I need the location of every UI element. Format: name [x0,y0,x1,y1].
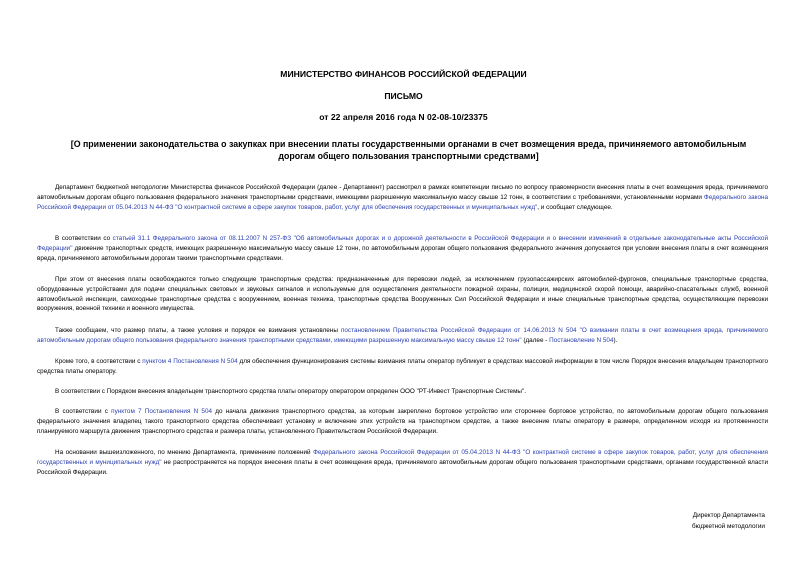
paragraph-text: ). [613,336,618,344]
paragraph-text: (далее - [521,336,550,344]
paragraph-text: не распространяется на порядок внесения платы в счет возмещения вреда, причиняемого автомобильным дорогам общего пользования транспортными средствами, органами государственной власти Российской Федерации. [37,458,768,476]
ministry-title: МИНИСТЕРСТВО ФИНАНСОВ РОССИЙСКОЙ ФЕДЕРАЦИИ [280,69,527,79]
document-subject: [О применении законодательства о закупках при внесении платы государственными органами в счет возмещения вреда, причиняемого автомобильным дорогам общего пользования транспортными средствами] [70,139,747,161]
paragraph-text: , и сообщает следующее. [537,203,613,211]
resolution-504-point-7-link[interactable]: пунктом 7 Постановления N 504 [111,408,213,415]
paragraph-text: В соответствии с Порядком внесения владельцем транспортного средства платы оператору оператором определен ООО "РТ-Инвест Транспортные Системы". [55,388,527,395]
law-44fz-link[interactable]: Федерального закона Российской Федерации от 05.04.2013 N 44-ФЗ "О контрактной системе в сфере закупок товаров, работ, услуг для обеспечения государственных и муниципальных нужд" [37,193,768,211]
body-paragraph-1 [37,183,768,212]
paragraph-text: Кроме того, в соответствии с [55,358,143,365]
paragraph-text: Департамент бюджетной методологии Министерства финансов Российской Федерации (далее - Департамент) рассмотрел в рамках компетенции письмо по вопросу правомерности внесения платы в счет возмещения вреда, причиняемого автомобильным дорогам общего пользования федерального значения транспортными средствами, имеющими разрешенную максимальную массу свыше 12 тонн, в соответствии с требованиями, установленными нормами [37,184,768,201]
law-257fz-article-link[interactable]: статьей 31.1 Федерального закона от 08.11.2007 N 257-ФЗ "Об автомобильных дорогах и о дорожной деятельности в Российской Федерации и о внесении изменений в отдельные законодательные акты Российской Федерации" [37,235,768,252]
resolution-504-short-link[interactable]: Постановление N 504 [549,336,614,344]
body-paragraph-2 [37,234,768,263]
paragraph-text: Также сообщаем, что размер платы, а также условия и порядок ее взимания установлены [55,327,341,334]
paragraph-text: В соответствии со [55,235,113,242]
document-type: ПИСЬМО [384,91,423,101]
body-paragraph-4 [37,326,768,346]
resolution-504-link[interactable]: постановлением Правительства Российской Федерации от 14.06.2013 N 504 "О взимании платы в счет возмещения вреда, причиняемого автомобильным дорогам общего пользования федерального значения транспортными средствами, имеющими разрешенную максимальную массу свыше 12 тонн" [37,327,768,344]
body-paragraph-7 [37,407,768,436]
document-date-number: от 22 апреля 2016 года N 02-08-10/23375 [319,112,488,122]
paragraph-text: до начала движения транспортного средства, за которым закреплено бортовое устройство или стороннее бортовое устройство, по автомобильным дорогам общего пользования федерального значения владелец такого транспортного средства обеспечивает установку и включение этих устройств на транспортном средстве, а также внесение платы оператору в размере, определенном исходя из протяженности планируемого маршрута движения транспортного средства и размера платы, установленного Правительством Российской Федерации. [37,408,768,435]
body-paragraph-5 [37,357,768,377]
paragraph-text: движение транспортных средств, имеющих разрешенную максимальную массу свыше 12 тонн, по автомобильным дорогам общего пользования федерального значения допускается при условии внесения платы в счет возмещения вреда, причиняемого автомобильным дорогам такими транспортными средствами. [37,244,768,262]
signature-department: бюджетной методологии [692,523,765,530]
body-paragraph-8 [37,448,768,477]
body-paragraph-6 [37,387,768,397]
law-44fz-link-2[interactable]: Федерального закона Российской Федерации от 05.04.2013 N 44-ФЗ "О контрактной системе в сфере закупок товаров, работ, услуг для обеспечения государственных и муниципальных нужд" [37,449,768,466]
paragraph-text: При этом от внесения платы освобождаются только следующие транспортные средства: предназначенные для перевозки людей, за исключением грузопассажирских автомобилей-фургонов, специальные транспортные средства, оборудованные устройствами для подачи специальных световых и звуковых сигналов и используемые для осуществления деятельности пожарной охраны, полиции, медицинской скорой помощи, аварийно-спасательных служб, военной автомобильной инспекции, самоходные транспортные средства с вооружением, военная техника, транспортные средства Вооруженных Сил Российской Федерации и иные специальные транспортные средства, осуществляющие перевозки вооружения, военной техники и военного имущества. [37,276,768,313]
body-paragraph-3 [37,275,768,314]
paragraph-text: На основании вышеизложенного, по мнению Департамента, применение положений [55,449,314,456]
paragraph-text: для обеспечения функционирования системы взимания платы оператор публикует в средствах массовой информации в том числе Порядок внесения владельцем транспортного средства платы оператору. [37,358,769,375]
signature-position: Директор Департамента [692,512,765,519]
resolution-504-point-4-link[interactable]: пунктом 4 Постановления N 504 [142,358,238,365]
paragraph-text: В соответствии с [55,408,112,415]
